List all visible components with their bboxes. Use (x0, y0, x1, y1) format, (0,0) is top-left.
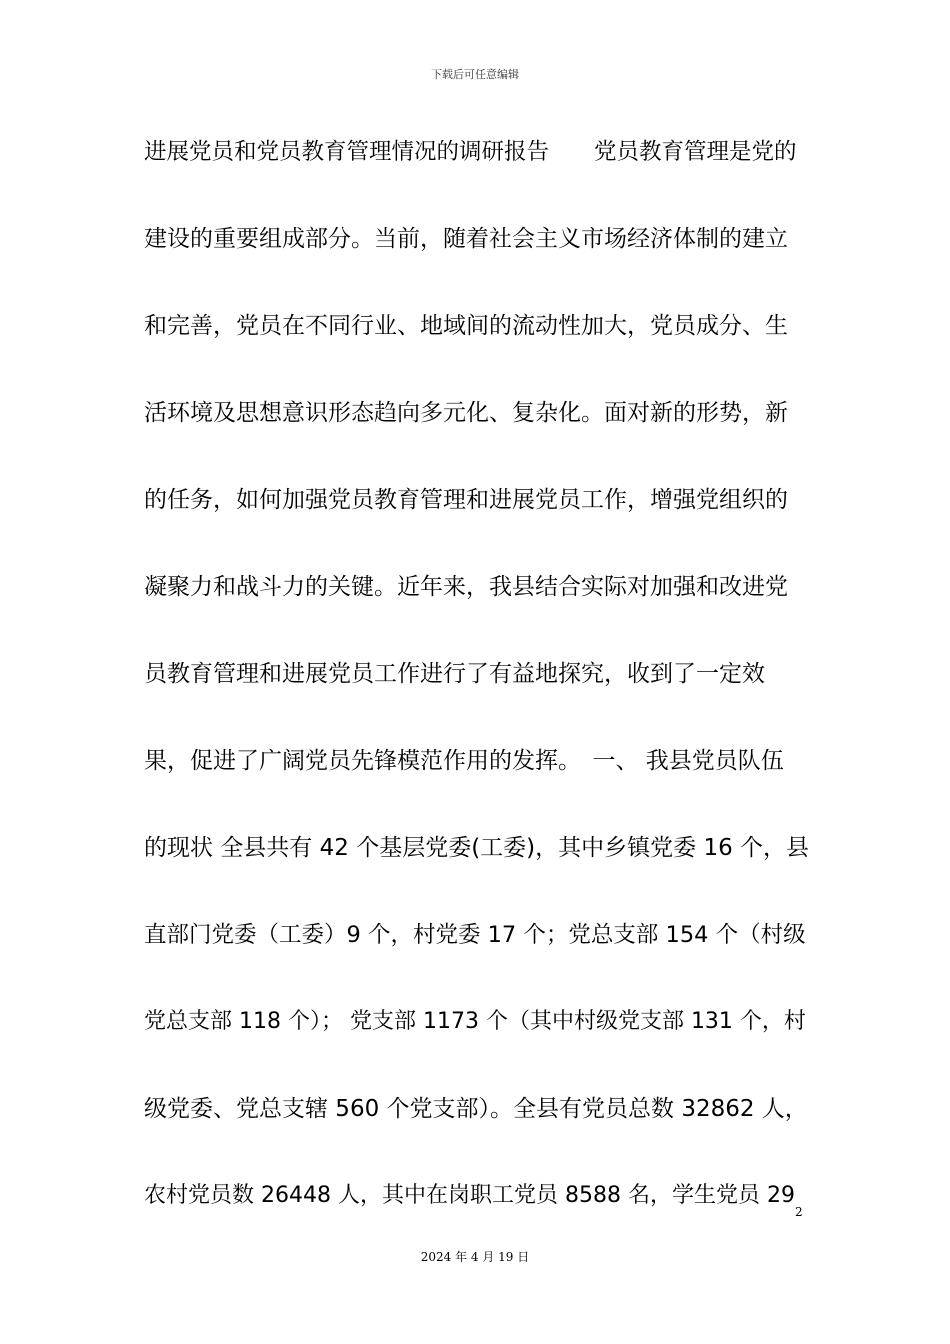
body-line-5: 的任务，如何加强党员教育管理和进展党员工作，增强党组织的 (144, 487, 788, 513)
body-line-11: 党总支部 118 个）； 党支部 1173 个（其中村级党支部 131 个，村 (144, 1009, 806, 1034)
page-number: 2 (795, 1205, 803, 1219)
body-line-6: 凝聚力和战斗力的关键。近年来，我县结合实际对加强和改进党 (144, 574, 788, 600)
footer-date: 2024 年 4 月 19 日 (420, 1250, 530, 1264)
header-note: 下载后可任意编辑 (431, 68, 519, 81)
body-line-1: 进展党员和党员教育管理情况的调研报告 党员教育管理是党的 (144, 139, 797, 165)
body-line-7: 员教育管理和进展党员工作进行了有益地探究，收到了一定效 (144, 661, 765, 687)
body-line-4: 活环境及思想意识形态趋向多元化、复杂化。面对新的形势，新 (144, 400, 788, 426)
body-line-10: 直部门党委（工委）9 个，村党委 17 个；党总支部 154 个（村级 (144, 922, 806, 948)
body-line-3: 和完善，党员在不同行业、地域间的流动性加大，党员成分、生 (144, 313, 788, 339)
body-line-12: 级党委、党总支辖 560 个党支部）。全县有党员总数 32862 人， (144, 1096, 808, 1122)
body-line-9: 的现状 全县共有 42 个基层党委(工委)，其中乡镇党委 16 个，县 (144, 835, 810, 861)
body-line-2: 建设的重要组成部分。当前，随着社会主义市场经济体制的建立 (144, 226, 788, 252)
body-line-8: 果，促进了广阔党员先锋模范作用的发挥。 一、 我县党员队伍 (144, 748, 784, 774)
body-line-13: 农村党员数 26448 人，其中在岗职工党员 8588 名，学生党员 29 (144, 1183, 795, 1208)
